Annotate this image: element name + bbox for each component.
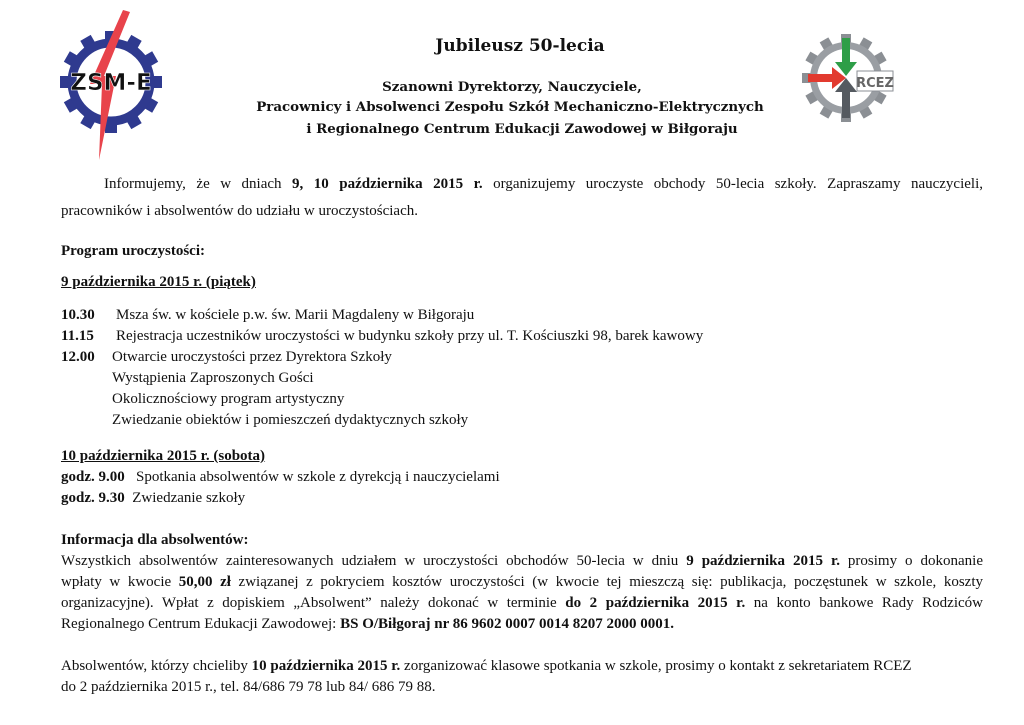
schedule-item: godz. 9.00 Spotkania absolwentów w szkole z dyrekcją i nauczycielami xyxy=(61,469,500,485)
alumni-info-heading: Informacja dla absolwentów: xyxy=(61,532,249,548)
alumni-info xyxy=(61,530,983,635)
day1-heading: 9 października 2015 r. (piątek) xyxy=(61,274,256,290)
svg-text:ZSM-E: ZSM-E xyxy=(70,70,152,96)
program-heading: Program uroczystości: xyxy=(61,243,205,259)
schedule-continuation: Zwiedzanie obiektów i pomieszczeń dydaktycznych szkoły xyxy=(112,412,469,428)
schedule-item: 10.30 Msza św. w kościele p.w. św. Marii Magdaleny w Biłgoraju xyxy=(61,307,475,323)
addressee-line-2: Pracownicy i Absolwenci Zespołu Szkół Mechaniczno-Elektrycznych xyxy=(256,99,764,115)
intro-line-2: pracowników i absolwentów do udziału w uroczystościach. xyxy=(61,203,418,219)
schedule-item: 11.15 Rejestracja uczestników uroczystości w budynku szkoły przy ul. T. Kościuszki 98, barek kawowy xyxy=(61,328,704,344)
schedule-item: 12.00 Otwarcie uroczystości przez Dyrektora Szkoły xyxy=(61,349,392,365)
schedule-item: godz. 9.30 Zwiedzanie szkoły xyxy=(61,490,246,506)
alumni-info-line: Regionalnego Centrum Edukacji Zawodowej: BS O/Biłgoraj nr 86 9602 0007 0014 8207 2000 0001. xyxy=(61,616,675,632)
closing-line: do 2 października 2015 r., tel. 84/686 79 78 lub 84/ 686 79 88. xyxy=(61,679,436,695)
closing-paragraph xyxy=(61,656,983,698)
addressee-line-1: Szanowni Dyrektorzy, Nauczyciele, xyxy=(382,79,642,95)
bank-account: BS O/Biłgoraj nr 86 9602 0007 0014 8207 2000 0001. xyxy=(340,616,675,632)
closing-line: Absolwentów, którzy chcieliby 10 października 2015 r. zorganizować klasowe spotkania w szkole, prosimy o kontakt z sekretariatem RCEZ xyxy=(61,658,912,674)
alumni-info-line: wpłaty w kwocie 50,00 zł związanej z pokryciem kosztów uroczystości (w kwocie tej mieszczą się: publikacja, poczęstunek w szkole, koszty xyxy=(61,574,983,590)
page-title: Jubileusz 50-lecia xyxy=(435,36,605,56)
day1-schedule xyxy=(61,305,983,431)
alumni-info-line: organizacyjne). Wpłat z dopiskiem „Absolwent” należy dokonać w terminie do 2 października 2015 r. na konto bankowe Rady Rodziców xyxy=(61,595,983,611)
addressee-line-3: i Regionalnego Centrum Edukacji Zawodowej w Biłgoraju xyxy=(306,121,738,137)
schedule-continuation: Wystąpienia Zaproszonych Gości xyxy=(112,370,314,386)
schedule-continuation: Okolicznościowy program artystyczny xyxy=(112,391,345,407)
day2-heading: 10 października 2015 r. (sobota) xyxy=(61,448,266,464)
intro-paragraph xyxy=(61,174,983,195)
day2-schedule xyxy=(61,446,983,509)
alumni-info-line: Wszystkich absolwentów zainteresowanych udziałem w uroczystości obchodów 50-lecia w dniu 9 października 2015 r. prosimy o dokonanie xyxy=(61,553,983,569)
intro-line-1: Informujemy, że w dniach 9, 10 października 2015 r. organizujemy uroczyste obchody 50-lecia szkoły. Zapraszamy nauczycieli, xyxy=(104,176,983,192)
svg-text:RCEZ: RCEZ xyxy=(856,76,894,91)
